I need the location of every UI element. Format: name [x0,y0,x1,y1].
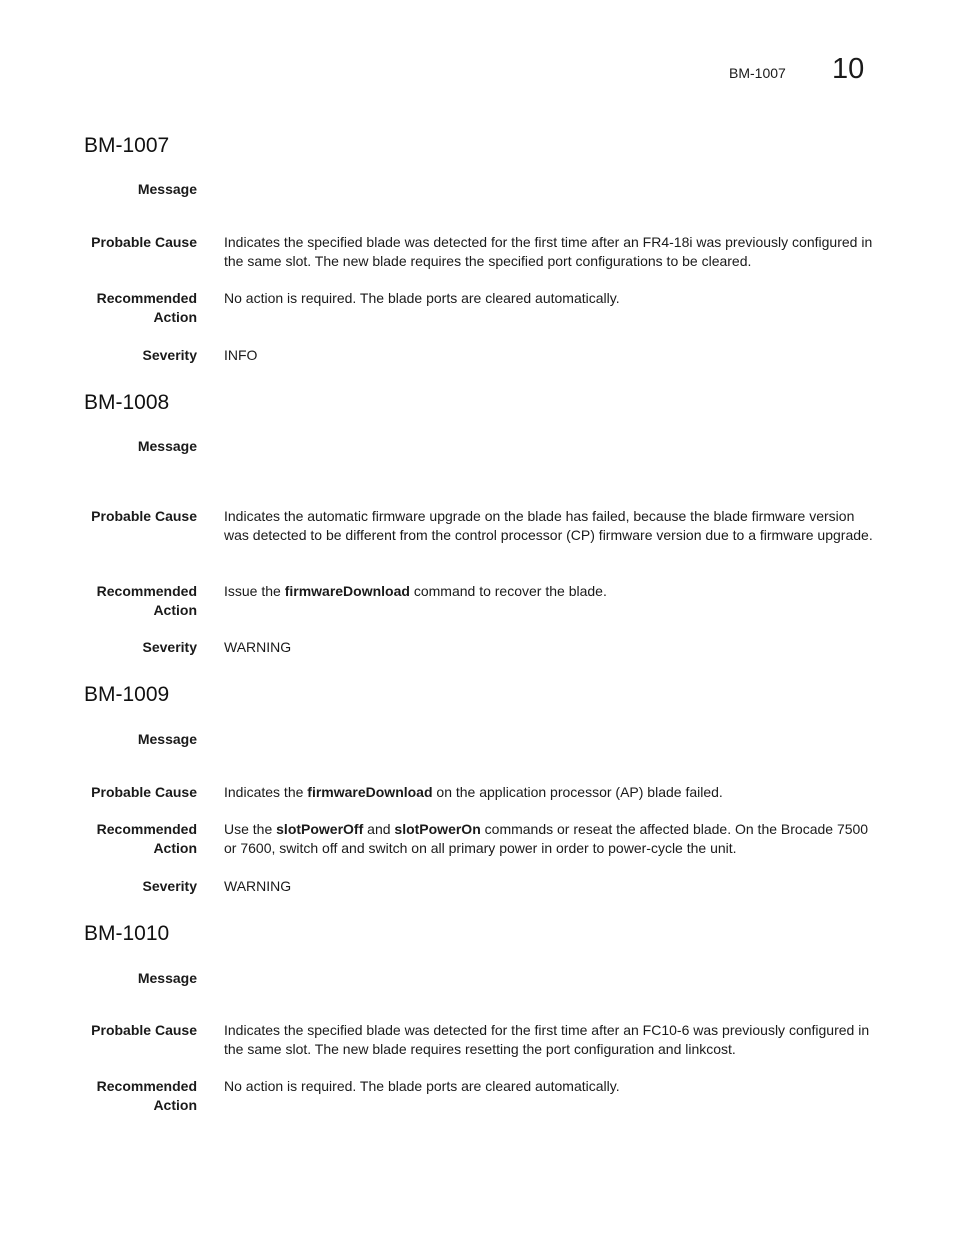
chapter-number: 10 [832,53,865,85]
message-label: Message [137,970,197,986]
severity-value: INFO [224,347,258,363]
recommended-action-text: Use the slotPowerOff and slotPowerOn commands or reseat the affected blade. On the Brocade 7500 or 7600, switch off and switch on all primary power in order to power-cycle the unit. [224,821,869,856]
recommended-action-text: No action is required. The blade ports are cleared automatically. [224,1078,620,1094]
recommended-action-label: Recommended Action [96,290,197,325]
probable-cause-label: Probable Cause [91,234,197,250]
severity-label: Severity [142,878,197,894]
command-name: slotPowerOff [276,821,364,837]
section-title: BM-1009 [84,683,170,706]
probable-cause-text: Indicates the firmwareDownload on the application processor (AP) blade failed. [224,784,723,800]
severity-value: WARNING [224,878,292,894]
command-name: slotPowerOn [394,821,481,837]
section-title: BM-1008 [84,391,170,414]
probable-cause-label: Probable Cause [91,784,197,800]
section-title: BM-1010 [84,922,170,945]
probable-cause-text: Indicates the specified blade was detected for the first time after an FR4-18i was previously configured in the same slot. The new blade requires the specified port configurations to be cleared. [224,234,873,269]
probable-cause-text: Indicates the specified blade was detected for the first time after an FC10-6 was previously configured in the same slot. The new blade requires resetting the port configuration and linkcost. [224,1022,870,1057]
recommended-action-label: Recommended Action [96,1078,197,1113]
severity-value: WARNING [224,639,292,655]
recommended-action-text: No action is required. The blade ports are cleared automatically. [224,290,620,306]
message-label: Message [137,438,197,454]
command-name: firmwareDownload [284,583,410,599]
severity-label: Severity [142,639,197,655]
section-title: BM-1007 [84,134,170,157]
recommended-action-label: Recommended Action [96,583,197,618]
message-label: Message [137,731,197,747]
message-label: Message [137,181,197,197]
recommended-action-label: Recommended Action [96,821,197,856]
command-name: firmwareDownload [307,784,433,800]
recommended-action-text: Issue the firmwareDownload command to recover the blade. [224,583,607,599]
severity-label: Severity [142,347,197,363]
probable-cause-label: Probable Cause [91,508,197,524]
running-title: BM-1007 [729,65,786,81]
probable-cause-label: Probable Cause [91,1022,197,1038]
probable-cause-text: Indicates the automatic firmware upgrade on the blade has failed, because the blade firmware version was detected to be different from the control processor (CP) firmware version due to a firmware upgrade. [224,508,873,543]
